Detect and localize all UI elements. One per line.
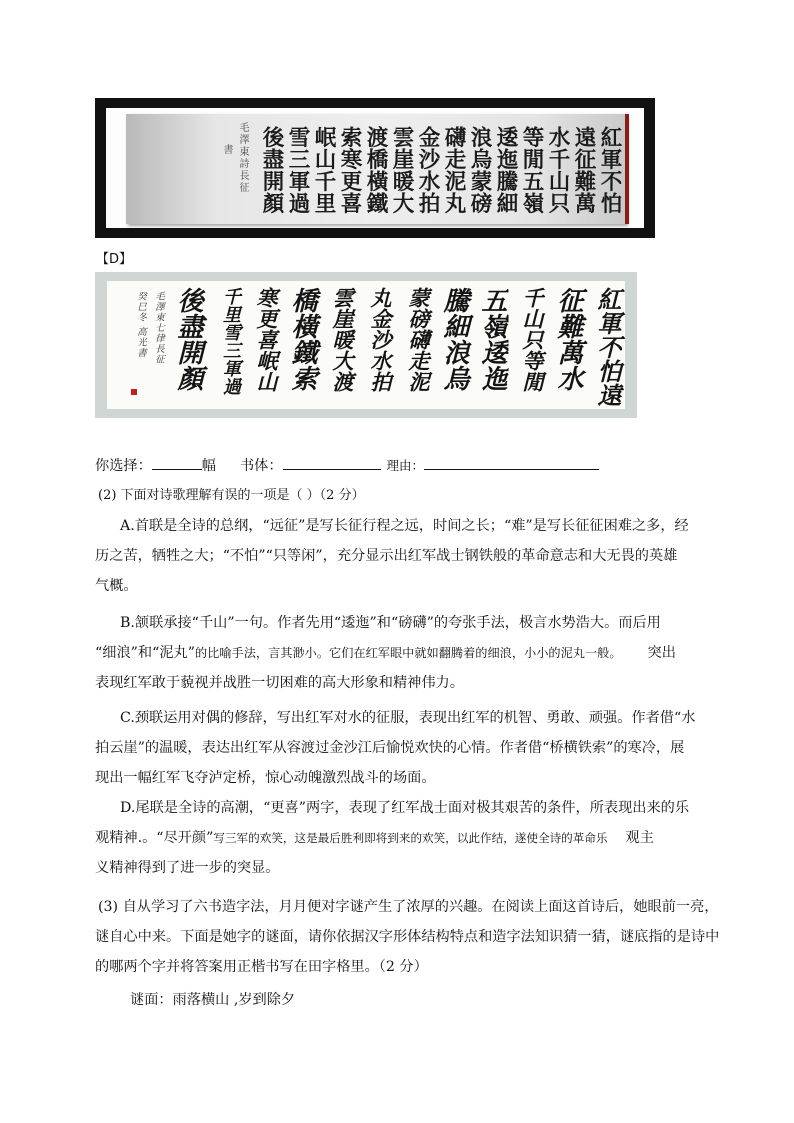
option-d-segment: 写三军的欢笑，这是最后胜利即将到来的欢笑，以此作结，遂使全诗的革命乐: [213, 831, 608, 845]
option-a-line: 气概。: [95, 578, 138, 594]
option-d-line: [95, 828, 654, 848]
font-blank[interactable]: [283, 455, 381, 470]
image-c-column: 渡橋橫鐵: [363, 126, 388, 214]
option-d-segment: 观主: [625, 830, 654, 846]
image-c-column: 岷山千里: [311, 126, 336, 214]
seal-stamp: [131, 389, 137, 395]
image-d-column: 橋橫鐵索: [287, 287, 317, 391]
image-d-column: 千山只等閒: [520, 287, 545, 392]
image-d-inscription: 毛澤東七律長征: [153, 291, 164, 365]
image-c-paper: [126, 114, 626, 224]
image-d-label: 【D】: [96, 252, 133, 267]
image-d-paper: [107, 281, 625, 409]
image-c-column: 索寒更喜: [337, 126, 362, 214]
option-b-segment: 的比喻手法，言其渺小。它们在红军眼中就如翻腾着的细浪，小小的泥丸一般。: [194, 646, 622, 660]
image-c-column: 後盡開顏: [259, 126, 284, 214]
scroll-edge: [625, 114, 629, 224]
option-a-line: A.首联是全诗的总纲，“远征”是写长征行程之远，时间之长；“难”是写长征征困难之多，经: [120, 518, 689, 534]
calligraphy-image-d: [95, 272, 637, 418]
reason-label: 理由：: [386, 458, 425, 473]
image-d-column: 征難萬水: [553, 287, 583, 391]
image-d-inscription: 癸巳冬 高光書: [135, 291, 146, 359]
font-label: 书体：: [239, 458, 283, 474]
option-d-line: 义精神得到了进一步的突显。: [95, 860, 280, 876]
image-c-column: 雲崖暖大: [389, 126, 414, 214]
image-d-column: 騰細浪烏: [439, 287, 469, 391]
image-d-column: 雲崖暖大渡: [330, 287, 355, 392]
question-3-line: 谜自心中来。下面是她字的谜面，请你依据汉字形体结构特点和造字法知识猜一猜，谜底指的是诗中: [95, 929, 720, 945]
image-c-column: 等閒五嶺: [519, 126, 544, 214]
option-d-segment: 观精神.。“尽开颜”: [95, 830, 214, 846]
image-d-column: 紅軍不怕遠: [593, 287, 622, 407]
image-c-column: 水千山只: [545, 126, 570, 214]
image-c-mat: [106, 108, 644, 228]
option-b-segment: “细浪”和“泥丸”: [95, 645, 195, 661]
reason-blank[interactable]: [424, 455, 599, 470]
image-c-inscription: 毛澤東詩長征: [237, 122, 248, 194]
image-d-column: 蒙磅礴走泥: [406, 287, 431, 392]
option-d-line: D.尾联是全诗的高潮，“更喜”两字，表现了红军战士面对极其艰苦的条件，所表现出来的乐: [120, 800, 690, 816]
image-d-column: 丸金沙水拍: [368, 287, 393, 392]
calligraphy-image-c: [95, 98, 655, 238]
option-b-line: B.颔联承接“千山”一句。作者先用“逶迤”和“磅礴”的夸张手法，极言水势浩大。而后用: [120, 615, 661, 631]
option-c-line: C.颈联运用对偶的修辞，写出红军对水的征服，表现出红军的机智、勇敢、顽强。作者借“水: [120, 710, 696, 726]
image-c-column: 礴走泥丸: [441, 126, 466, 214]
image-c-inscription: 書: [221, 144, 232, 156]
option-b-line: [95, 643, 676, 663]
option-b-segment: 突出: [647, 645, 676, 661]
image-c-column: 紅軍不怕: [597, 126, 622, 214]
option-a-line: 历之苦，牺牲之大；“不怕”“只等闲”，充分显示出红军战士钢铁般的革命意志和大无畏的英雄: [95, 548, 678, 564]
image-c-column: 逶迤騰細: [493, 126, 518, 214]
option-c-line: 拍云崖”的温暖，表达出红军从容渡过金沙江后愉悦欢快的心情。作者借“桥横铁索”的寒冷，展: [95, 740, 685, 756]
option-b-line: 表现红军敢于藐视并战胜一切困难的高大形象和精神伟力。: [95, 675, 464, 691]
image-d-column: 寒更喜岷山: [254, 287, 279, 392]
question-3-line: 的哪两个字并将答案用正楷书写在田字格里。（2 分）: [95, 959, 428, 975]
question-3-line: (3) 自从学习了六书造字法，月月便对字谜产生了浓厚的兴趣。在阅读上面这首诗后，她眼前一亮，: [98, 899, 719, 915]
answer-line: [95, 455, 599, 476]
question-2-stem: (2) 下面对诗歌理解有误的一项是（ ）（2 分）: [98, 488, 365, 503]
choose-label: 你选择：: [95, 458, 152, 474]
riddle-text: 谜面：雨落横山 ,岁到除夕: [130, 992, 296, 1008]
image-c-column: 金沙水拍: [415, 126, 440, 214]
image-c-column: 遠征難萬: [571, 126, 596, 214]
image-c-column: 雪三軍過: [285, 126, 310, 214]
choice-blank[interactable]: [152, 455, 202, 470]
image-c-column: 浪烏蒙磅: [467, 126, 492, 214]
image-d-column: 千里雪三軍過: [220, 287, 241, 395]
image-d-column: 五嶺逶迤: [477, 287, 507, 391]
unit-label: 幅: [201, 458, 216, 474]
image-d-column: 後盡開顏: [173, 287, 203, 391]
option-c-line: 现出一幅红军飞夺泸定桥，惊心动魄激烈战斗的场面。: [95, 770, 436, 786]
